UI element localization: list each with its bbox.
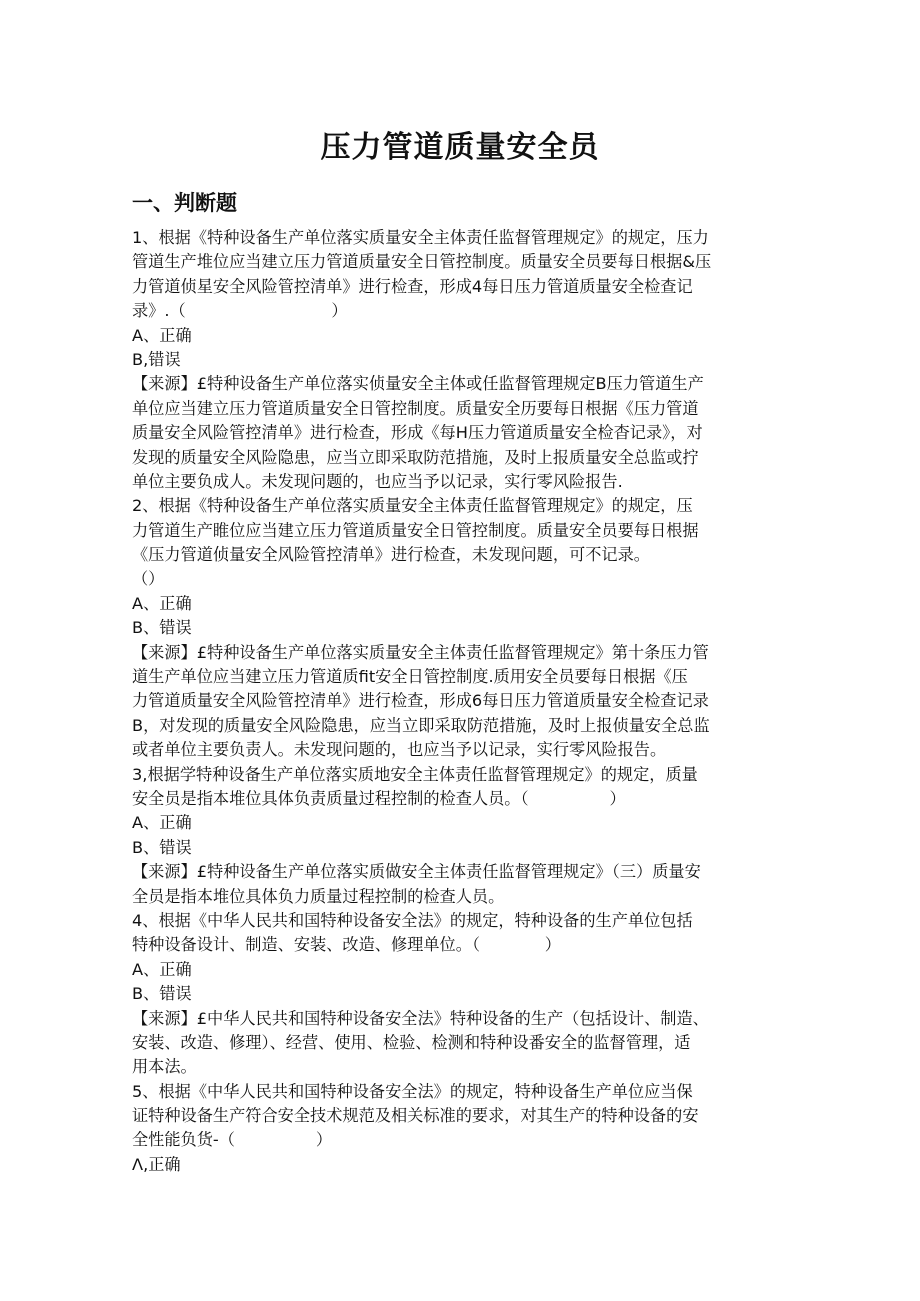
text-line: 发现的质量安全风险隐患，应当立即采取防范措施，及时上报质量安全总监或拧 [132,447,699,467]
text-line: 安全员是指本堆位具体负责质量过程控制的检查人员。（ ） [132,788,626,808]
text-line: 证特种设备生产符合安全技术规范及相关标准的要求，对其生产的特种设备的安 [132,1106,699,1126]
text-line: A、正确 [132,959,192,979]
text-line: 力管道质量安全风险管控清单》进行检查，形成6每日压力管道质量安全检查记录 [132,691,709,711]
text-line: B,错误 [132,349,181,369]
document-title: 压力管道质量安全员 [320,130,600,165]
text-line: B，对发现的质量安全风险隐患，应当立即采取防范措施，及时上报侦量安全总监 [132,715,710,735]
text-line: Λ,正确 [132,1154,181,1174]
text-line: 【来源】£特种设备生产单位落实质量安全主体责任监督管理规定》第十条压力管 [132,642,709,662]
document-body [132,226,792,1177]
text-line: （） [132,569,165,589]
text-line: 力管道生产睢位应当建立压力管道质量安全日管控制度。质量安全员要每日根据 [132,520,699,540]
text-line: 特种设备设计、制造、安装、改造、修理单位。（ ） [132,935,561,955]
text-line: 【来源】£中华人民共和国特种设备安全法》特种设备的生产（包括设计、制造、 [132,1008,709,1028]
text-line: 用本法。 [132,1057,197,1077]
text-line: B、错误 [132,837,192,857]
text-line: 道生产单位应当建立压力管道质fit安全日管控制度.质用安全员要每日根据《压 [132,667,688,687]
text-line: 5、根据《中华人民共和国特种设备安全法》的规定，特种设备生产单位应当保 [132,1081,693,1101]
text-line: 1、根据《特种设备生产单位落实质量安全主体责任监督管理规定》的规定，压力 [132,228,709,247]
text-line: 管道生产堆位应当建立压力管道质量安全日管控制度。质量安全员要每日根据&压 [132,252,712,272]
text-line: A、正确 [132,325,192,345]
text-line: 【来源】£特种设备生产单位落实质做安全主体责任监督管理规定》（三）质量安 [132,862,701,882]
text-line: 录》.（ ） [132,301,348,321]
text-line: B、错误 [132,984,192,1004]
text-line: 力管道侦星安全风险管控清单》进行检查，形成4每日压力管道质量安全检查记 [132,276,693,296]
text-line: 2、根据《特种设备生产单位落实质量安全主体责任监督管理规定》的规定，压 [132,496,693,516]
text-line: 安装、改造、修理）、经营、使用、检验、检测和特种设番安全的监督管理，适 [132,1032,691,1052]
text-line: 全员是指本堆位具体负力质量过程控制的检查人员。 [132,886,505,906]
text-line: 单位应当建立压力管道质量安全日管控制度。质量安全历要每日根据《压力管道 [132,398,699,418]
section-heading: 一、判断题 [132,191,237,215]
text-line: 或者单位主要负责人。未发现问题的，也应当予以记录，实行零风险报告。 [132,740,667,760]
text-line: 《压力管道侦量安全风险管控清单》进行检查，未发现问题，可不记录。 [132,545,650,565]
text-line: B、错误 [132,618,192,638]
text-line: 4、根据《中华人民共和国特种设备安全法》的规定，特种设备的生产单位包括 [132,910,693,930]
text-line: 3,根据学特种设备生产单位落实质地安全主体责任监督管理规定》的规定，质量 [132,764,698,784]
text-line: A、正确 [132,813,192,833]
text-line: 【来源】£特种设备生产单位落实侦量安全主体或任监督管理规定B压力管道生产 [132,374,704,394]
text-line: 全性能负货-（ ） [132,1130,333,1150]
text-line: 单位主要负成人。未发现问题的，也应当予以记录，实行零风险报告. [132,471,623,491]
text-line: 质量安全风险管控清单》进行检查，形成《每H压力管道质量安全检杳记录》，对 [132,423,703,443]
text-line: A、正确 [132,593,192,613]
